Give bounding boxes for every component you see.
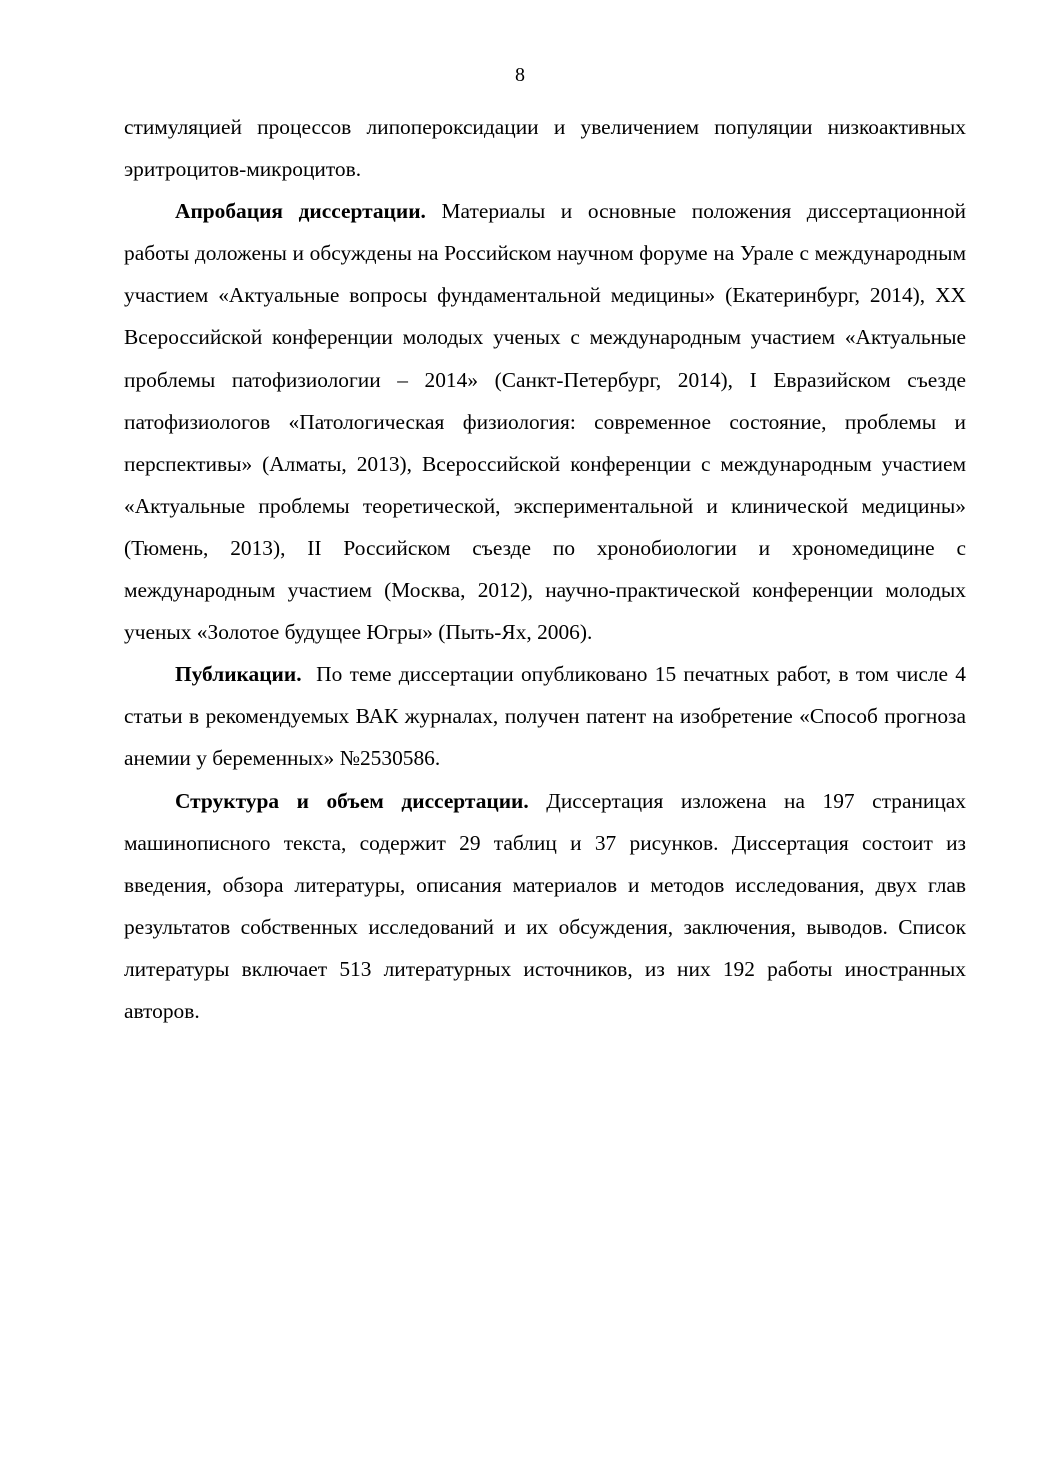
page-number: 8 — [515, 64, 525, 86]
approbation-body: Материалы и основные положения диссертационной работы доложены и обсуждены на Российском научном форуме на Урале с международным участием «Актуальные вопросы фундаментальной медицины» (Екатеринбург, 2014), XX Всероссийской конференции молодых ученых с международным участием «Актуальные проблемы патофизиологии – 2014» (Санкт-Петербург, 2014), I Евразийском съезде патофизиологов «Патологическая физиология: современное состояние, проблемы и перспективы» (Алматы, 2013), Всероссийской конференции с международным участием «Актуальные проблемы теоретической, экспериментальной и клинической медицины» (Тюмень, 2013), II Российском съезде по хронобиологии и хрономедицине с международным участием (Москва, 2012), научно-практической конференции молодых ученых «Золотое будущее Югры» (Пыть-Ях, 2006). — [124, 199, 966, 645]
document-body — [124, 106, 966, 1032]
structure-body: Диссертация изложена на 197 страницах машинописного текста, содержит 29 таблиц и 37 рисунков. Диссертация состоит из введения, обзора литературы, описания материалов и методов исследования, двух глав результатов собственных исследований и их обсуждения, заключения, выводов. Список литературы включает 513 литературных источников, из них 192 работы иностранных авторов. — [124, 788, 966, 1023]
publications-heading: Публикации. — [175, 662, 302, 687]
paragraph-structure — [124, 780, 966, 1033]
paragraph-approbation — [124, 190, 966, 653]
structure-heading: Структура и объем диссертации. — [175, 788, 529, 813]
paragraph-publications — [124, 653, 966, 779]
publications-body: По теме диссертации опубликовано 15 печатных работ, в том числе 4 статьи в рекомендуемых ВАК журналах, получен патент на изобретение «Способ прогноза анемии у беременных» №2530586. — [124, 662, 966, 771]
paragraph-continuation: стимуляцией процессов липопероксидации и увеличением популяции низкоактивных эритроцитов-микроцитов. — [124, 115, 966, 182]
approbation-heading: Апробация диссертации. — [175, 199, 426, 224]
